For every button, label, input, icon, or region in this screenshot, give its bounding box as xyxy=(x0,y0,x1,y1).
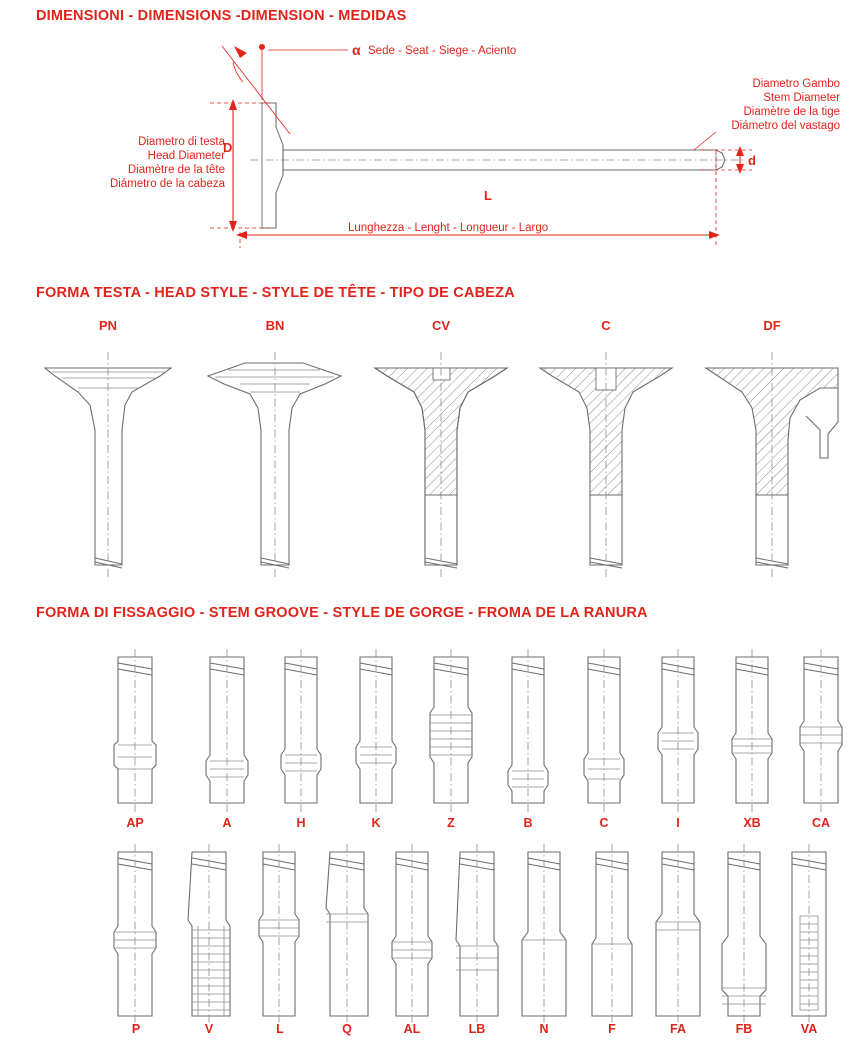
stem-groove-code-q: Q xyxy=(342,1022,352,1036)
head-style-code-bn: BN xyxy=(265,318,285,333)
label-head-diameter-en: Head Diameter xyxy=(147,150,225,162)
stem-groove-shape-f xyxy=(592,844,632,1026)
stem-groove-code-i: I xyxy=(676,816,680,830)
stem-groove-shape-xb xyxy=(732,649,772,813)
stem-groove-shape-al xyxy=(392,844,432,1026)
head-style-shape-c xyxy=(540,352,672,580)
head-style-shape-bn xyxy=(208,352,341,580)
head-style-drawings xyxy=(0,330,860,610)
label-head-diameter xyxy=(60,135,225,191)
head-style-code-pn: PN xyxy=(98,318,118,333)
stem-groove-shape-h xyxy=(281,649,321,813)
head-style-code-cv: CV xyxy=(431,318,451,333)
label-stem-diameter-it: Diametro Gambo xyxy=(752,78,840,90)
stem-groove-code-p: P xyxy=(131,1022,141,1036)
stem-groove-code-fa: FA xyxy=(670,1022,686,1036)
stem-groove-shape-z xyxy=(430,649,472,813)
label-letter-D: D xyxy=(223,140,233,155)
label-letter-L: L xyxy=(484,188,492,203)
stem-groove-shape-i xyxy=(658,649,698,813)
label-seat-angle-symbol: α xyxy=(352,42,361,58)
stem-groove-shape-ap xyxy=(114,649,156,813)
section-title-dimensions: DIMENSIONI - DIMENSIONS -DIMENSION - MEDIDAS xyxy=(36,8,407,24)
label-stem-diameter xyxy=(660,77,840,133)
stem-groove-code-v: V xyxy=(204,1022,214,1036)
stem-groove-code-lb: LB xyxy=(468,1022,486,1036)
stem-groove-shape-n xyxy=(522,844,566,1026)
label-head-diameter-fr: Diamètre de la tête xyxy=(127,164,225,176)
head-style-code-c: C xyxy=(601,318,611,333)
head-style-code-df: DF xyxy=(763,318,781,333)
stem-groove-shape-v xyxy=(188,844,230,1026)
stem-groove-shape-c2 xyxy=(584,649,624,813)
stem-groove-shape-fb xyxy=(722,844,766,1026)
stem-groove-code-a: A xyxy=(222,816,232,830)
stem-groove-shape-k xyxy=(356,649,396,813)
label-stem-diameter-fr: Diamètre de la tige xyxy=(743,106,840,118)
stem-groove-code-xb: XB xyxy=(743,816,761,830)
stem-groove-shape-ca xyxy=(800,649,842,813)
stem-groove-code-fb: FB xyxy=(735,1022,753,1036)
label-letter-d: d xyxy=(748,153,756,168)
stem-groove-shape-l xyxy=(259,844,299,1026)
stem-groove-code-ca: CA xyxy=(811,816,831,830)
stem-groove-shape-b xyxy=(508,649,548,813)
head-style-shape-df xyxy=(706,352,838,580)
stem-groove-code-c: C xyxy=(599,816,609,830)
label-stem-diameter-es: Diámetro del vastago xyxy=(731,120,840,132)
head-style-shape-cv xyxy=(375,352,507,580)
stem-groove-shape-lb xyxy=(456,844,498,1026)
stem-groove-code-al: AL xyxy=(403,1022,421,1036)
label-head-diameter-es: Diámetro de la cabeza xyxy=(109,178,225,190)
stem-groove-code-f: F xyxy=(608,1022,616,1036)
stem-groove-code-z: Z xyxy=(447,816,455,830)
stem-groove-row2-drawings xyxy=(0,840,860,1030)
stem-groove-shape-fa xyxy=(656,844,700,1026)
stem-groove-code-h: H xyxy=(296,816,306,830)
stem-groove-code-ap: AP xyxy=(126,816,144,830)
stem-groove-code-n: N xyxy=(539,1022,549,1036)
stem-groove-shape-q xyxy=(326,844,368,1026)
stem-groove-code-l: L xyxy=(276,1022,284,1036)
section-title-head-style: FORMA TESTA - HEAD STYLE - STYLE DE TÊTE - TIPO DE CABEZA xyxy=(36,285,515,301)
label-stem-diameter-en: Stem Diameter xyxy=(763,92,840,104)
section-title-stem-groove: FORMA DI FISSAGGIO - STEM GROOVE - STYLE DE GORGE - FROMA DE LA RANURA xyxy=(36,605,648,621)
stem-groove-code-k: K xyxy=(371,816,381,830)
stem-groove-shape-a xyxy=(206,649,248,813)
stem-groove-shape-va xyxy=(792,844,826,1026)
stem-groove-code-va: VA xyxy=(800,1022,818,1036)
label-seat: Sede - Seat - Siege - Aciento xyxy=(368,45,517,57)
stem-groove-code-b: B xyxy=(523,816,533,830)
stem-groove-shape-p xyxy=(114,844,156,1026)
head-style-shape-pn xyxy=(45,352,171,580)
label-length: Lunghezza - Lenght - Longueur - Largo xyxy=(348,222,549,234)
stem-groove-row1-drawings xyxy=(0,645,860,835)
label-head-diameter-it: Diametro di testa xyxy=(138,136,225,148)
